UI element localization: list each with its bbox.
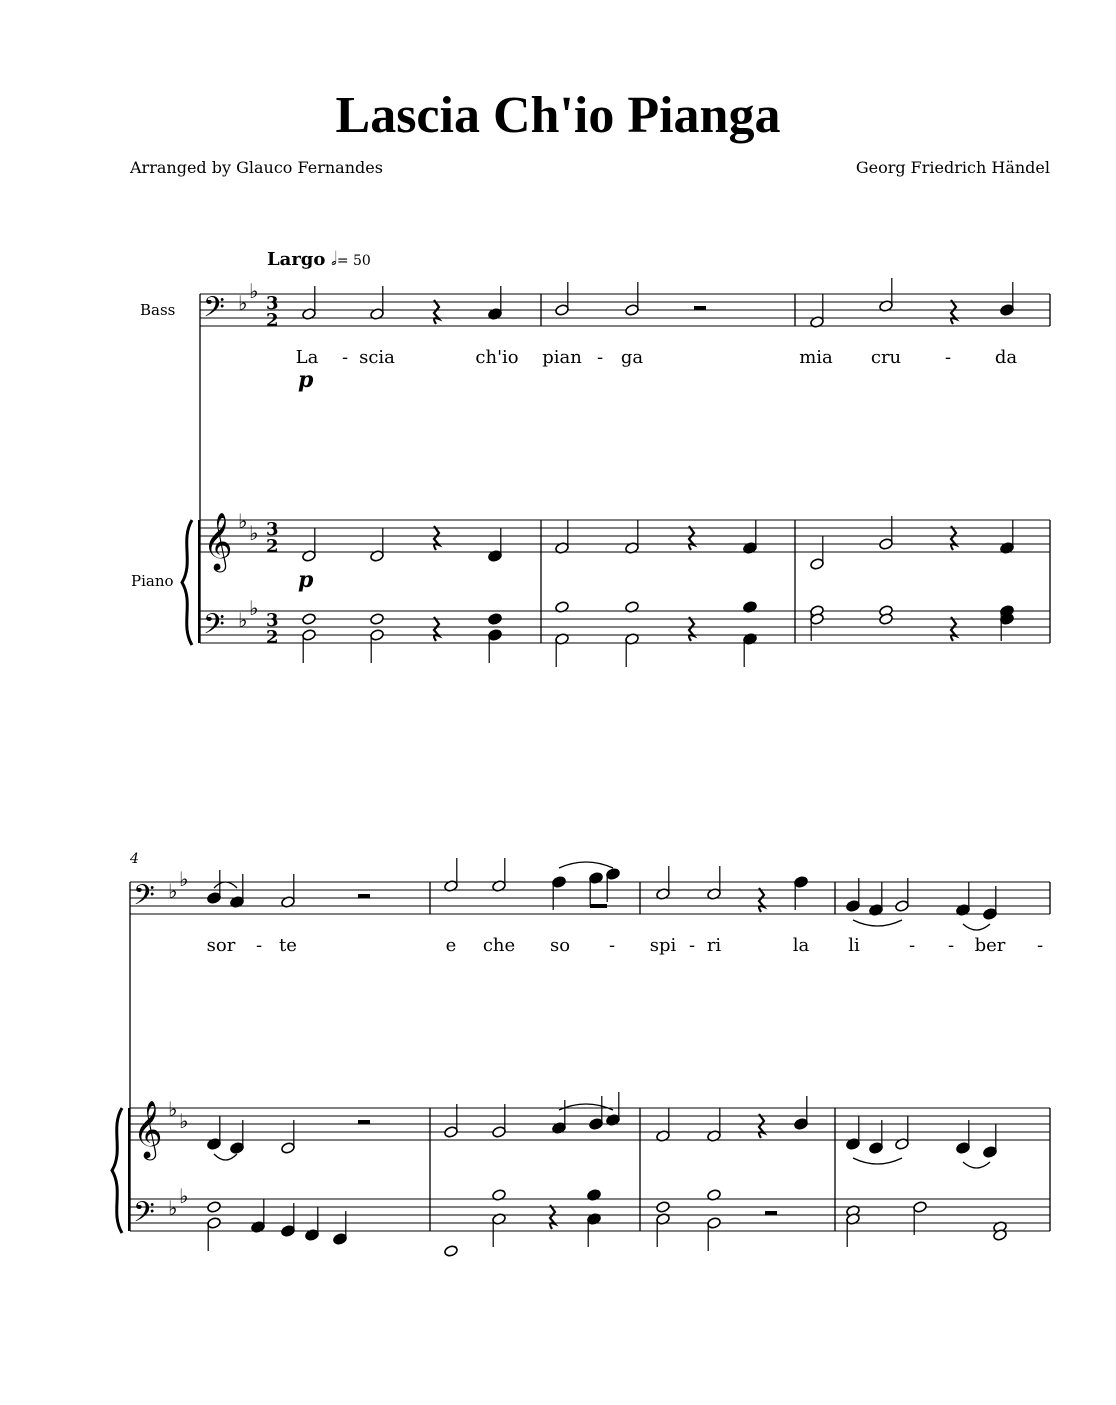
lyric-syllable: ri bbox=[706, 935, 722, 956]
lyric-syllable: e bbox=[445, 935, 457, 956]
quarter-note bbox=[956, 1142, 971, 1155]
lyric-syllable: che bbox=[482, 935, 516, 956]
quarter-note bbox=[589, 1118, 604, 1131]
half-note bbox=[444, 1245, 459, 1258]
flat-icon: ♭ bbox=[238, 291, 248, 315]
half-rest bbox=[358, 894, 370, 898]
piano-brace bbox=[112, 1108, 122, 1233]
lyric-syllable: ber bbox=[974, 935, 1006, 956]
time-signature-bottom: 2 bbox=[266, 310, 279, 331]
slur bbox=[853, 1158, 902, 1164]
lyric-syllable: da bbox=[994, 347, 1018, 368]
lyric-syllable: mia bbox=[799, 347, 833, 368]
quarter-note bbox=[1000, 304, 1015, 317]
treble-clef-icon: 𝄞 bbox=[133, 1100, 163, 1158]
tempo-word: Largo bbox=[267, 249, 326, 270]
slur bbox=[559, 862, 613, 868]
flat-icon: ♭ bbox=[238, 509, 248, 533]
slur bbox=[214, 882, 237, 888]
flat-icon: ♭ bbox=[249, 521, 259, 545]
arranger-credit: Arranged by Glauco Fernandes bbox=[130, 158, 383, 177]
treble-clef-icon: 𝄞 bbox=[203, 512, 233, 570]
quarter-note bbox=[281, 1225, 296, 1238]
quarter-rest bbox=[759, 888, 764, 912]
lyric-syllable: li bbox=[848, 935, 860, 956]
quarter-note bbox=[230, 1142, 245, 1155]
score-title: Lascia Ch'io Pianga bbox=[335, 87, 781, 144]
half-note bbox=[444, 1126, 459, 1139]
flat-icon: ♭ bbox=[168, 1097, 178, 1121]
lyric-syllable: La bbox=[295, 347, 319, 368]
half-note bbox=[281, 1142, 296, 1155]
flat-icon: ♭ bbox=[179, 1109, 189, 1133]
quarter-note bbox=[488, 613, 503, 626]
half-note-icon: 𝅗𝅥 bbox=[331, 249, 337, 270]
quarter-note bbox=[552, 876, 567, 889]
half-note bbox=[207, 1217, 222, 1230]
slur bbox=[559, 1104, 613, 1110]
half-note bbox=[207, 1201, 222, 1214]
lyric-syllable: ga bbox=[620, 347, 644, 368]
lyric-hyphen: - bbox=[1036, 935, 1044, 956]
quarter-rest bbox=[951, 526, 956, 550]
piano-label: Piano bbox=[131, 572, 174, 590]
quarter-note bbox=[983, 1146, 998, 1159]
lyric-hyphen: - bbox=[341, 347, 349, 368]
lyric-hyphen: - bbox=[688, 935, 696, 956]
quarter-note bbox=[207, 892, 222, 905]
quarter-rest bbox=[759, 1114, 764, 1138]
lyric-syllable: sor bbox=[206, 935, 236, 956]
lyric-hyphen: - bbox=[608, 935, 616, 956]
half-note bbox=[913, 1201, 928, 1214]
half-note bbox=[810, 558, 825, 571]
half-note bbox=[625, 304, 640, 317]
dynamic-mark: p bbox=[298, 367, 314, 393]
flat-icon: ♭ bbox=[249, 596, 259, 620]
slur bbox=[963, 1162, 990, 1168]
quarter-note bbox=[983, 908, 998, 921]
quarter-rest bbox=[951, 300, 956, 324]
quarter-rest bbox=[550, 1205, 555, 1229]
half-note bbox=[707, 1217, 722, 1230]
half-note bbox=[656, 1201, 671, 1214]
half-rest bbox=[765, 1211, 777, 1215]
lyric-hyphen: - bbox=[596, 347, 604, 368]
half-note bbox=[302, 613, 317, 626]
half-note bbox=[370, 629, 385, 642]
bass-clef-icon: 𝄢 bbox=[203, 291, 225, 331]
flat-icon: ♭ bbox=[168, 879, 178, 903]
quarter-rest bbox=[689, 526, 694, 550]
quarter-rest bbox=[951, 617, 956, 641]
quarter-rest bbox=[434, 617, 439, 641]
time-signature-top: 3 bbox=[266, 519, 279, 540]
quarter-note bbox=[794, 876, 809, 889]
quarter-note bbox=[869, 1142, 884, 1155]
bass-clef-icon: 𝄢 bbox=[203, 608, 225, 648]
lyric-syllable: la bbox=[792, 935, 810, 956]
quarter-note bbox=[488, 629, 503, 642]
flat-icon: ♭ bbox=[249, 279, 259, 303]
flat-icon: ♭ bbox=[179, 1184, 189, 1208]
measure-number: 4 bbox=[130, 851, 139, 867]
half-note bbox=[492, 1126, 507, 1139]
half-rest bbox=[694, 306, 706, 310]
lyric-syllable: pian bbox=[542, 347, 582, 368]
time-signature-bottom: 2 bbox=[266, 536, 279, 557]
flat-icon: ♭ bbox=[238, 608, 248, 632]
half-note bbox=[879, 538, 894, 551]
quarter-rest bbox=[434, 526, 439, 550]
time-signature-top: 3 bbox=[266, 610, 279, 631]
lyric-hyphen: - bbox=[255, 935, 263, 956]
flat-icon: ♭ bbox=[168, 1196, 178, 1220]
half-note bbox=[555, 304, 570, 317]
lyric-hyphen: - bbox=[908, 935, 916, 956]
slur bbox=[214, 1154, 237, 1160]
time-signature-top: 3 bbox=[266, 293, 279, 314]
half-note bbox=[302, 629, 317, 642]
quarter-rest bbox=[689, 617, 694, 641]
lyric-syllable: cru bbox=[870, 347, 902, 368]
half-note bbox=[370, 613, 385, 626]
dynamic-mark: p bbox=[298, 567, 314, 593]
flat-icon: ♭ bbox=[179, 867, 189, 891]
tempo-bpm: = 50 bbox=[336, 253, 371, 269]
composer-credit: Georg Friedrich Händel bbox=[855, 158, 1050, 177]
half-note bbox=[895, 900, 910, 913]
lyric-hyphen: - bbox=[944, 347, 952, 368]
quarter-note bbox=[606, 868, 621, 881]
lyric-syllable: ch'io bbox=[475, 347, 519, 368]
bass-clef-icon: 𝄢 bbox=[133, 879, 155, 919]
quarter-note bbox=[333, 1233, 348, 1246]
quarter-note bbox=[846, 900, 861, 913]
piano-brace bbox=[182, 520, 192, 645]
time-signature-bottom: 2 bbox=[266, 627, 279, 648]
quarter-note bbox=[794, 1118, 809, 1131]
half-rest bbox=[358, 1120, 370, 1124]
lyric-hyphen: - bbox=[947, 935, 955, 956]
lyric-syllable: spi bbox=[649, 935, 677, 956]
slur bbox=[853, 920, 902, 926]
lyric-syllable: so bbox=[549, 935, 571, 956]
bass-clef-icon: 𝄢 bbox=[133, 1196, 155, 1236]
voice-label: Bass bbox=[140, 301, 176, 319]
lyric-syllable: te bbox=[279, 935, 297, 956]
slur bbox=[963, 924, 990, 930]
lyric-syllable: scia bbox=[359, 347, 395, 368]
quarter-rest bbox=[434, 300, 439, 324]
